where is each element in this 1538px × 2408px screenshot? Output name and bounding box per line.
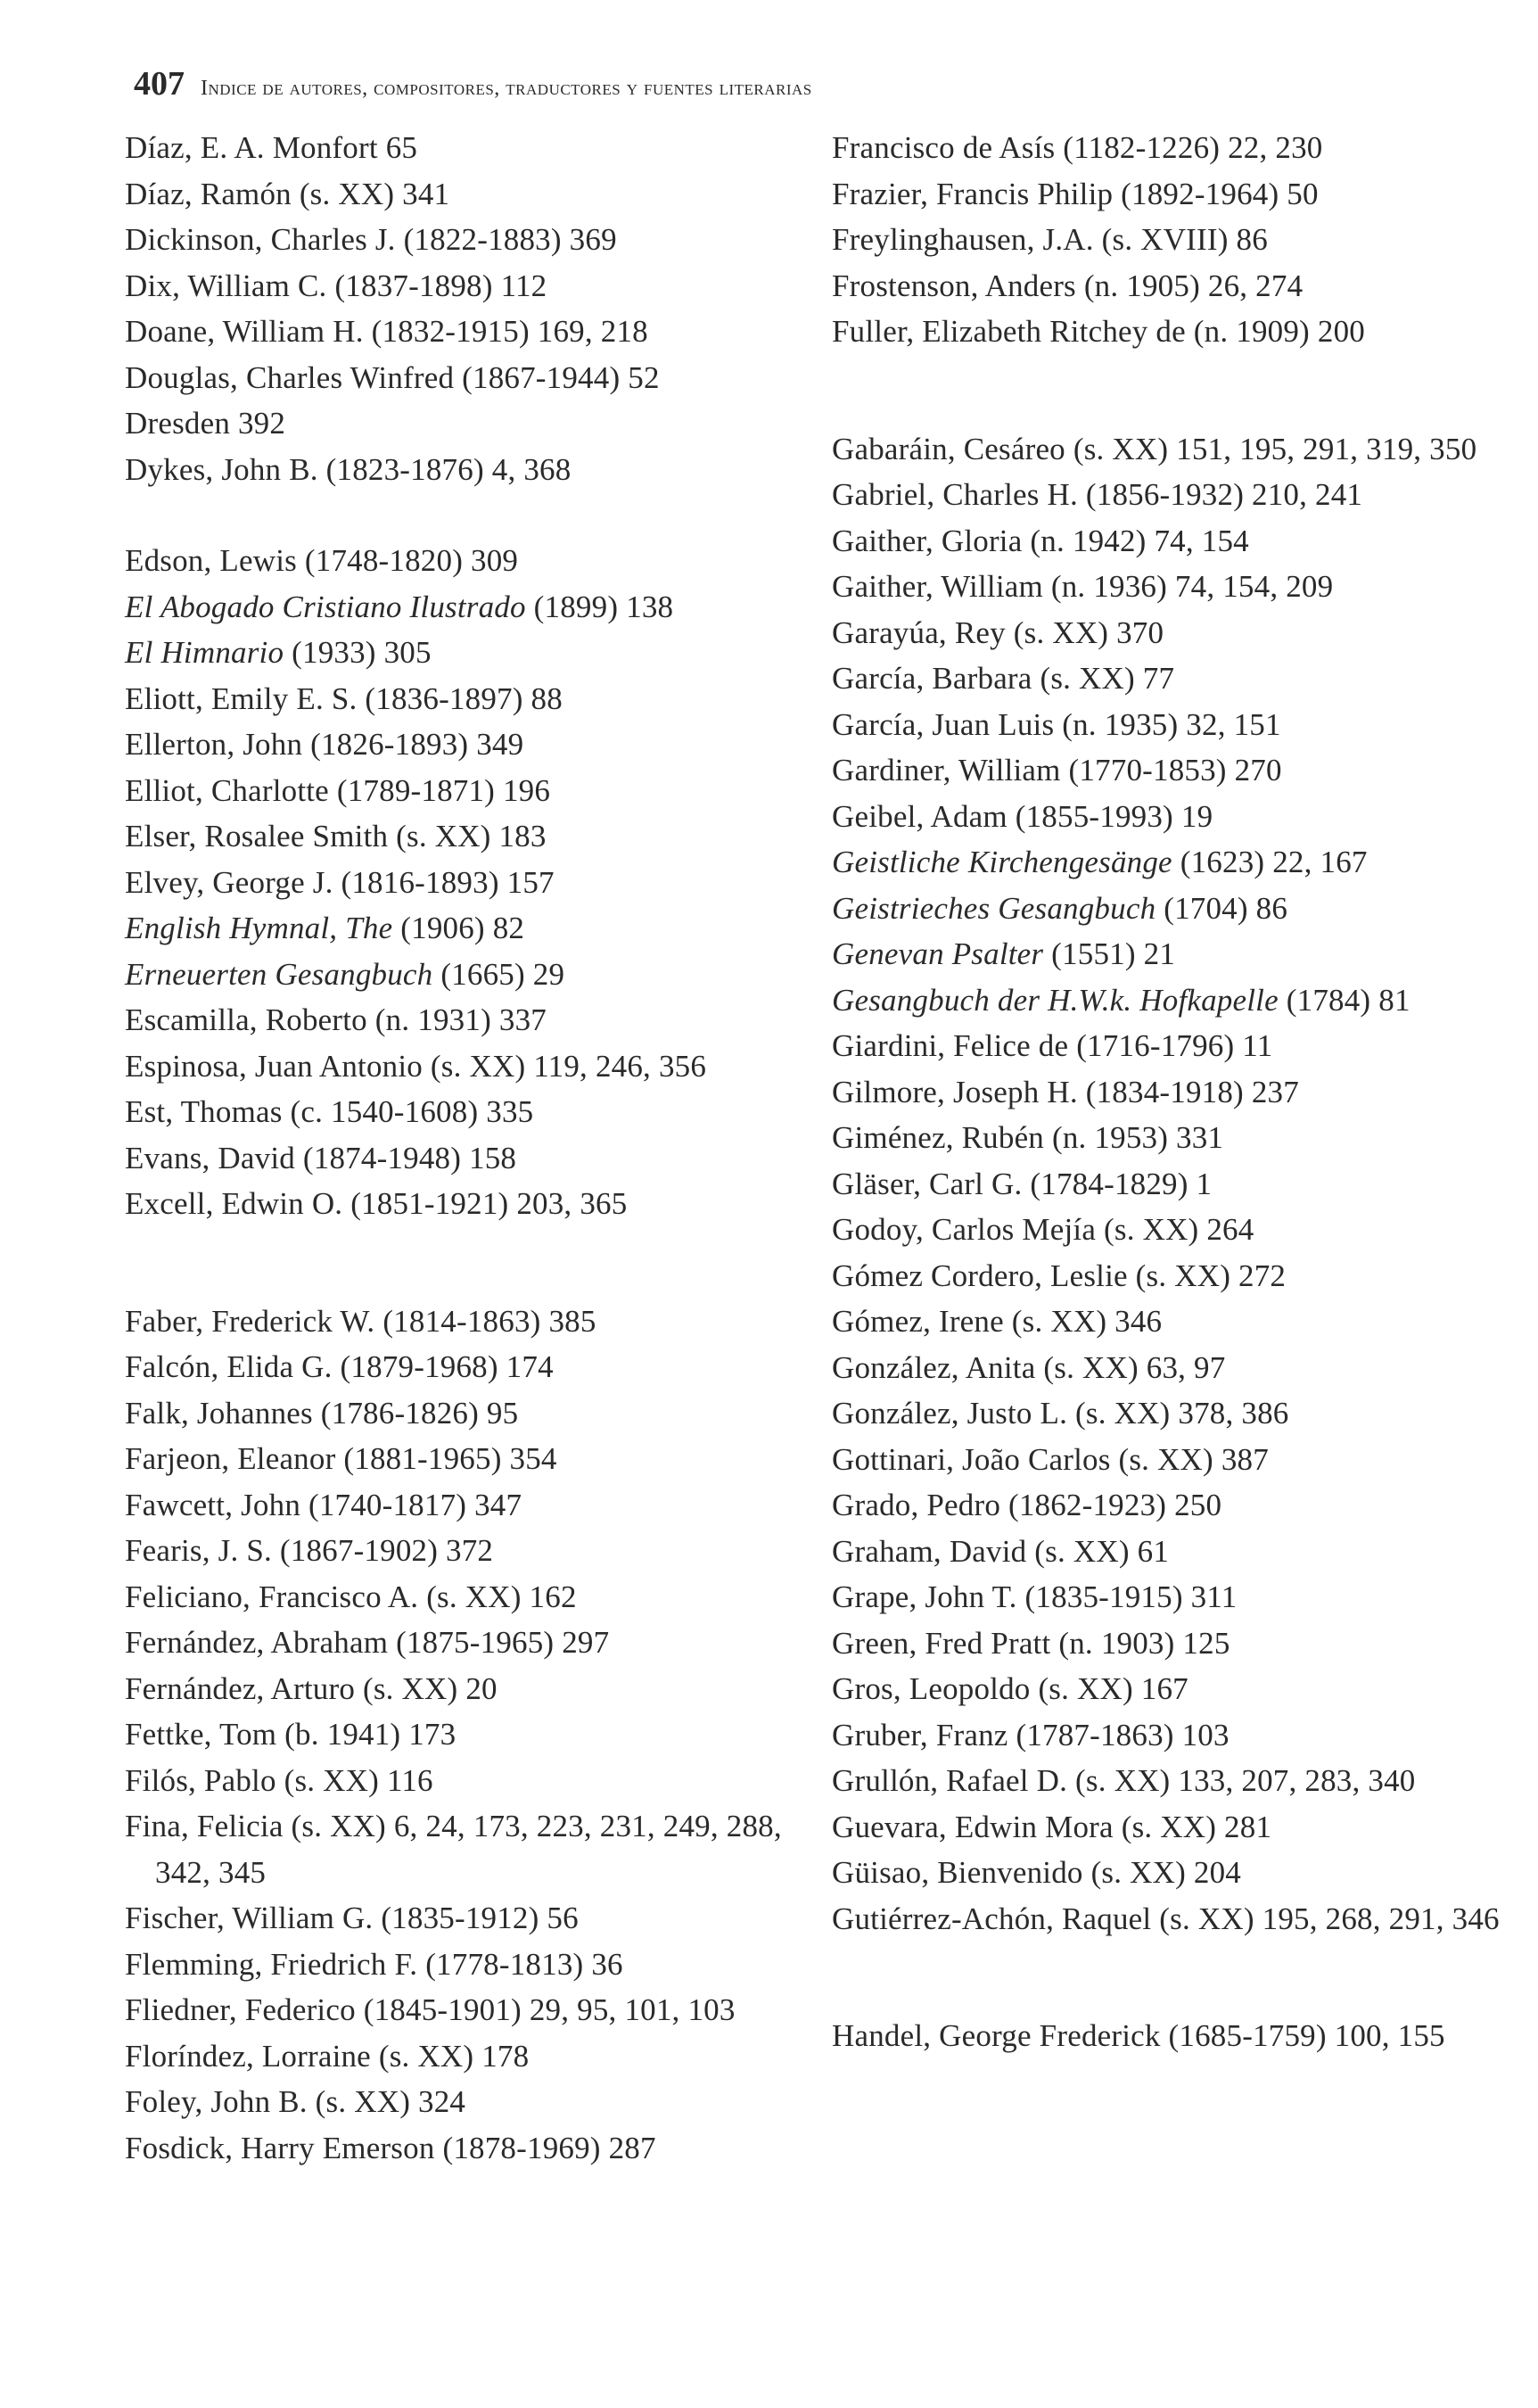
index-entry: Güisao, Bienvenido (s. XX) 204 bbox=[832, 1855, 1242, 1890]
index-entry: Handel, George Frederick (1685-1759) 100, 155 bbox=[832, 2018, 1445, 2053]
index-entry: Garayúa, Rey (s. XX) 370 bbox=[832, 614, 1164, 650]
index-entry: Falcón, Elida G. (1879-1968) 174 bbox=[125, 1349, 554, 1384]
page-title: Indice de autores, compositores, traductores y fuentes literarias bbox=[201, 77, 812, 100]
entry-details: (1906) 82 bbox=[392, 911, 525, 945]
index-entry: Evans, David (1874-1948) 158 bbox=[125, 1140, 517, 1175]
index-entry: Farjeon, Eleanor (1881-1965) 354 bbox=[125, 1441, 557, 1476]
section-gap bbox=[125, 1227, 794, 1299]
index-entry: García, Juan Luis (n. 1935) 32, 151 bbox=[832, 706, 1281, 742]
index-entry: Dykes, John B. (1823-1876) 4, 368 bbox=[125, 451, 572, 487]
index-entry: Díaz, Ramón (s. XX) 341 bbox=[125, 176, 450, 211]
index-entry bbox=[832, 886, 1501, 932]
source-title: Erneuerten Gesangbuch bbox=[125, 956, 433, 992]
index-entry: Flemming, Friedrich F. (1778-1813) 36 bbox=[125, 1946, 623, 1982]
index-entry: González, Anita (s. XX) 63, 97 bbox=[832, 1349, 1226, 1385]
index-entry: Dickinson, Charles J. (1822-1883) 369 bbox=[125, 222, 617, 257]
index-entry: Gabaráin, Cesáreo (s. XX) 151, 195, 291, 319, 350 bbox=[832, 431, 1477, 466]
index-entry: Guevara, Edwin Mora (s. XX) 281 bbox=[832, 1809, 1272, 1844]
index-entry: Gruber, Franz (1787-1863) 103 bbox=[832, 1717, 1230, 1752]
index-entry: González, Justo L. (s. XX) 378, 386 bbox=[832, 1396, 1289, 1431]
entry-details: (1899) 138 bbox=[525, 589, 674, 624]
index-entry: Espinosa, Juan Antonio (s. XX) 119, 246, 356 bbox=[125, 1048, 707, 1084]
index-entry: Frostenson, Anders (n. 1905) 26, 274 bbox=[832, 268, 1304, 303]
index-entry: Fearis, J. S. (1867-1902) 372 bbox=[125, 1533, 494, 1568]
index-entry: García, Barbara (s. XX) 77 bbox=[832, 661, 1175, 696]
source-title: English Hymnal, The bbox=[125, 911, 393, 945]
entry-details: (1784) 81 bbox=[1278, 982, 1411, 1018]
index-entry: Gutiérrez-Achón, Raquel (s. XX) 195, 268, 291, 346 bbox=[832, 1901, 1500, 1936]
index-entry bbox=[125, 905, 794, 952]
index-column-left bbox=[125, 125, 794, 2171]
source-title: Genevan Psalter bbox=[832, 936, 1044, 971]
index-entry: Fawcett, John (1740-1817) 347 bbox=[125, 1487, 522, 1522]
index-entry bbox=[832, 931, 1501, 977]
index-entry: Gómez, Irene (s. XX) 346 bbox=[832, 1304, 1163, 1339]
index-entry: Elvey, George J. (1816-1893) 157 bbox=[125, 864, 555, 900]
index-entry: Frazier, Francis Philip (1892-1964) 50 bbox=[832, 176, 1319, 211]
source-title: Geistliche Kirchengesänge bbox=[832, 845, 1172, 879]
index-entry bbox=[832, 839, 1501, 886]
entry-details: (1704) 86 bbox=[1156, 890, 1288, 926]
index-entry: Fernández, Arturo (s. XX) 20 bbox=[125, 1670, 498, 1706]
entry-details: (1665) 29 bbox=[432, 956, 565, 992]
index-entry: Díaz, E. A. Monfort 65 bbox=[125, 130, 418, 165]
index-entry: Giardini, Felice de (1716-1796) 11 bbox=[832, 1028, 1273, 1063]
index-entry: Geibel, Adam (1855-1993) 19 bbox=[832, 798, 1213, 834]
index-entry: Grape, John T. (1835-1915) 311 bbox=[832, 1579, 1238, 1614]
index-entry: Fliedner, Federico (1845-1901) 29, 95, 101, 103 bbox=[125, 1992, 736, 2027]
page-header bbox=[134, 64, 812, 103]
index-entry: Green, Fred Pratt (n. 1903) 125 bbox=[832, 1625, 1230, 1661]
source-title: Gesangbuch der H.W.k. Hofkapelle bbox=[832, 982, 1279, 1018]
index-entry: Edson, Lewis (1748-1820) 309 bbox=[125, 543, 519, 578]
index-entry: Fischer, William G. (1835-1912) 56 bbox=[125, 1901, 579, 1935]
index-entry: Falk, Johannes (1786-1826) 95 bbox=[125, 1395, 519, 1431]
index-entry: Faber, Frederick W. (1814-1863) 385 bbox=[125, 1303, 596, 1339]
index-entry: Filós, Pablo (s. XX) 116 bbox=[125, 1762, 433, 1798]
index-entry: Doane, William H. (1832-1915) 169, 218 bbox=[125, 314, 648, 349]
index-entry: Douglas, Charles Winfred (1867-1944) 52 bbox=[125, 359, 660, 395]
index-entry: Giménez, Rubén (n. 1953) 331 bbox=[832, 1120, 1224, 1155]
index-entry bbox=[832, 977, 1501, 1024]
section-gap bbox=[125, 492, 794, 538]
index-entry: Gottinari, João Carlos (s. XX) 387 bbox=[832, 1441, 1269, 1477]
index-entry: Dresden 392 bbox=[125, 406, 286, 441]
index-entry: Gabriel, Charles H. (1856-1932) 210, 241 bbox=[832, 477, 1363, 512]
index-entry: Escamilla, Roberto (n. 1931) 337 bbox=[125, 1002, 547, 1037]
index-entry: Fina, Felicia (s. XX) 6, 24, 173, 223, 231, 249, 288, 342, 345 bbox=[125, 1809, 782, 1890]
source-title: El Himnario bbox=[125, 635, 284, 670]
index-entry bbox=[125, 630, 794, 676]
index-entry: Gros, Leopoldo (s. XX) 167 bbox=[832, 1671, 1188, 1706]
index-entry: Foley, John B. (s. XX) 324 bbox=[125, 2084, 466, 2119]
index-entry: Fuller, Elizabeth Ritchey de (n. 1909) 200 bbox=[832, 314, 1365, 349]
index-entry: Gómez Cordero, Leslie (s. XX) 272 bbox=[832, 1258, 1287, 1293]
section-gap bbox=[832, 355, 1501, 426]
index-entry: Floríndez, Lorraine (s. XX) 178 bbox=[125, 2038, 530, 2074]
entry-details: (1551) 21 bbox=[1043, 936, 1176, 971]
index-entry: Fernández, Abraham (1875-1965) 297 bbox=[125, 1625, 610, 1660]
index-entry bbox=[125, 584, 794, 631]
index-entry: Dix, William C. (1837-1898) 112 bbox=[125, 268, 547, 303]
index-entry: Godoy, Carlos Mejía (s. XX) 264 bbox=[832, 1212, 1254, 1247]
index-entry: Gaither, Gloria (n. 1942) 74, 154 bbox=[832, 523, 1249, 558]
index-entry: Ellerton, John (1826-1893) 349 bbox=[125, 727, 524, 762]
entry-details: (1933) 305 bbox=[284, 635, 432, 670]
index-entry: Freylinghausen, J.A. (s. XVIII) 86 bbox=[832, 222, 1268, 257]
index-entry: Excell, Edwin O. (1851-1921) 203, 365 bbox=[125, 1186, 628, 1221]
index-entry bbox=[125, 952, 794, 998]
index-entry: Fosdick, Harry Emerson (1878-1969) 287 bbox=[125, 2130, 656, 2165]
entry-details: (1623) 22, 167 bbox=[1172, 845, 1368, 879]
index-entry: Grado, Pedro (1862-1923) 250 bbox=[832, 1488, 1222, 1522]
index-entry: Gilmore, Joseph H. (1834-1918) 237 bbox=[832, 1074, 1299, 1109]
index-entry: Francisco de Asís (1182-1226) 22, 230 bbox=[832, 130, 1323, 165]
section-gap bbox=[832, 1942, 1501, 2013]
index-column-right bbox=[832, 125, 1501, 2059]
page-number: 407 bbox=[134, 65, 185, 103]
index-entry: Gardiner, William (1770-1853) 270 bbox=[832, 753, 1282, 788]
index-entry: Elser, Rosalee Smith (s. XX) 183 bbox=[125, 819, 547, 854]
source-title: Geistrieches Gesangbuch bbox=[832, 890, 1156, 926]
index-entry: Eliott, Emily E. S. (1836-1897) 88 bbox=[125, 680, 563, 716]
index-entry: Grullón, Rafael D. (s. XX) 133, 207, 283, 340 bbox=[832, 1763, 1416, 1798]
index-entry: Est, Thomas (c. 1540-1608) 335 bbox=[125, 1094, 534, 1129]
index-entry: Gaither, William (n. 1936) 74, 154, 209 bbox=[832, 569, 1334, 604]
index-entry: Elliot, Charlotte (1789-1871) 196 bbox=[125, 772, 551, 808]
source-title: El Abogado Cristiano Ilustrado bbox=[125, 589, 526, 624]
index-entry: Gläser, Carl G. (1784-1829) 1 bbox=[832, 1166, 1213, 1201]
index-entry: Feliciano, Francisco A. (s. XX) 162 bbox=[125, 1579, 577, 1614]
index-entry: Graham, David (s. XX) 61 bbox=[832, 1533, 1170, 1569]
index-entry: Fettke, Tom (b. 1941) 173 bbox=[125, 1717, 456, 1752]
